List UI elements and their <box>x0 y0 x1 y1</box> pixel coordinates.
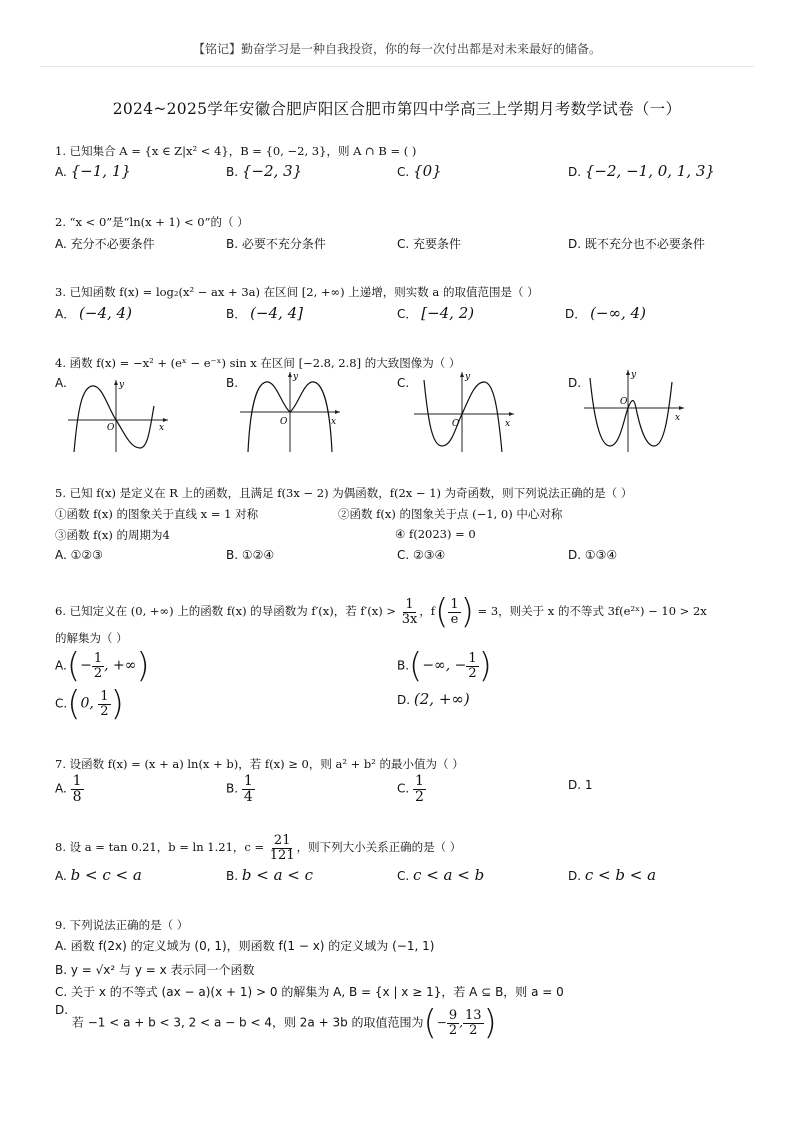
y-axis-arrow <box>114 380 118 385</box>
q3-option-a[interactable] <box>55 304 132 322</box>
q7-c-den: 2 <box>415 788 424 805</box>
q8-a-text: b < c < a <box>70 866 142 884</box>
y-label: y <box>631 370 637 380</box>
q8-c-frac <box>268 834 297 862</box>
q6-stem <box>55 592 707 632</box>
q3-a-text: (−4, 4) <box>79 304 132 322</box>
q4-option-d-label[interactable]: D. <box>568 376 582 390</box>
q6-a-label: A. <box>55 658 67 673</box>
q4-stem: 4. 函数 f(x) = −x² + (eˣ − e⁻ˣ) sin x 在区间 [−2.8, 2.8] 的大致图像为（ ） <box>55 356 461 370</box>
q8-stem-post: ，则下列大小关系正确的是（ ） <box>296 840 462 855</box>
q6-f1-num: 1 <box>405 596 414 612</box>
q8-d-label: D. <box>568 869 582 883</box>
x-axis-arrow <box>509 412 514 416</box>
q8-a-label: A. <box>55 869 67 883</box>
q6-a-num: 1 <box>93 650 103 666</box>
q9-option-c[interactable]: C. 关于 x 的不等式 (ax − a)(x + 1) > 0 的解集为 A, B = {x | x ≥ 1}，若 A ⊆ B，则 a = 0 <box>55 985 564 999</box>
x-label: x <box>159 423 165 433</box>
q1-d-label: D. <box>568 165 582 179</box>
q8-option-d[interactable] <box>568 866 656 884</box>
q7-option-b[interactable] <box>226 774 255 804</box>
q7-a-num: 1 <box>72 773 82 789</box>
q4-graph-b[interactable] <box>240 370 344 454</box>
origin-label: O <box>620 397 628 407</box>
curve <box>74 386 154 452</box>
origin-label: O <box>107 423 115 433</box>
y-label: y <box>119 380 125 390</box>
q9-d-comma: , <box>459 1015 463 1030</box>
q5-statement-4: ④ f(2023) = 0 <box>395 527 476 541</box>
y-label: y <box>465 372 471 382</box>
q3-c-text: [−4, 2) <box>421 304 475 322</box>
q6-paren: ) <box>460 592 474 632</box>
q6-c-frac <box>98 690 110 718</box>
q6-d-label: D. <box>397 693 411 707</box>
q5-option-b[interactable]: B. ①②④ <box>226 548 275 562</box>
q1-c-label: C. <box>397 165 410 179</box>
q2-stem: 2. “x < 0”是“ln(x + 1) < 0”的（ ） <box>55 215 249 229</box>
q8-c-num: 21 <box>273 833 291 848</box>
q1-option-c[interactable] <box>397 162 442 180</box>
q1-option-b[interactable] <box>226 162 302 180</box>
q2-option-c[interactable]: C. 充要条件 <box>397 237 462 251</box>
curve <box>590 378 672 446</box>
q7-a-den: 8 <box>72 788 82 805</box>
q6-a-den: 2 <box>93 665 103 681</box>
q4-option-b-label[interactable]: B. <box>226 376 239 390</box>
q6-b-frac <box>466 652 478 680</box>
q6-paren: ( <box>435 592 449 632</box>
q6-frac-1-e <box>448 598 460 626</box>
x-axis-arrow <box>679 406 684 410</box>
q6-c-num: 1 <box>100 688 109 704</box>
q8-stem-pre: 8. 设 a = tan 0.21，b = ln 1.21，c = <box>55 840 265 855</box>
q7-b-label: B. <box>226 781 239 796</box>
x-axis-arrow <box>163 418 168 422</box>
q1-d-text: {−2, −1, 0, 1, 3} <box>584 162 715 180</box>
q8-c-label: C. <box>397 869 410 883</box>
q6-c-label: C. <box>55 696 68 711</box>
q9-d-label: D. <box>55 1003 69 1017</box>
y-axis-arrow <box>460 372 464 377</box>
q6-a-frac <box>92 652 104 680</box>
y-label: y <box>293 372 299 382</box>
q6-a-post: , +∞ <box>104 657 137 674</box>
q6-c-paren: ( <box>67 684 81 724</box>
q6-b-pre: −∞, − <box>422 657 467 674</box>
q9-d-den1: 2 <box>448 1022 458 1038</box>
q1-a-text: {−1, 1} <box>70 162 131 180</box>
q6-a-paren: ( <box>66 646 81 686</box>
q5-stem: 5. 已知 f(x) 是定义在 R 上的函数，且满足 f(3x − 2) 为偶函数，f(2x − 1) 为奇函数，则下列说法正确的是（ ） <box>55 486 633 500</box>
q9-option-a[interactable]: A. 函数 f(2x) 的定义域为 (0, 1)，则函数 f(1 − x) 的定义域为 (−1, 1) <box>55 939 435 953</box>
q5-option-c[interactable]: C. ②③④ <box>397 548 446 562</box>
q6-f2-den: e <box>450 611 459 627</box>
q9-d-den2: 2 <box>469 1022 478 1038</box>
q4-option-a-label[interactable]: A. <box>55 376 67 390</box>
q6-stem-pre: 6. 已知定义在 (0, +∞) 上的函数 f(x) 的导函数为 f′(x)，若 f′(x) > <box>55 604 397 618</box>
q6-f2-num: 1 <box>450 596 459 612</box>
q7-stem: 7. 设函数 f(x) = (x + a) ln(x + b)，若 f(x) ≥ 0，则 a² + b² 的最小值为（ ） <box>55 757 464 771</box>
q1-option-a[interactable] <box>55 162 131 180</box>
q6-frac-1-3x <box>400 598 420 626</box>
q8-d-text: c < b < a <box>584 866 657 884</box>
q6-c-den: 2 <box>100 703 109 719</box>
q7-b-num: 1 <box>243 773 253 789</box>
q6-d-text: (2, +∞) <box>413 690 470 708</box>
q5-option-d[interactable]: D. ①③④ <box>568 548 618 562</box>
q6-c-paren: ) <box>110 684 124 724</box>
q9-stem: 9. 下列说法正确的是（ ） <box>55 918 189 932</box>
q5-statement-3: ③函数 f(x) 的周期为4 <box>55 528 170 542</box>
q9-d-minus: − <box>436 1015 447 1030</box>
q7-option-d[interactable]: D. 1 <box>568 778 593 792</box>
q6-option-b[interactable] <box>397 646 492 686</box>
curve <box>424 380 502 452</box>
q9-d-num1: 9 <box>448 1007 458 1023</box>
q8-c-text: c < a < b <box>413 866 485 884</box>
q6-b-num: 1 <box>468 650 477 666</box>
q5-statement-1: ①函数 f(x) 的图象关于直线 x = 1 对称 <box>55 507 259 521</box>
q3-d-text: (−∞, 4) <box>590 304 646 322</box>
x-label: x <box>675 413 681 423</box>
q6-b-paren: ) <box>478 646 492 686</box>
x-label: x <box>505 419 511 429</box>
q9-d-frac2 <box>463 1009 484 1037</box>
q9-d-paren: ) <box>483 1003 497 1043</box>
divider <box>40 66 754 67</box>
q1-c-text: {0} <box>413 162 442 180</box>
q7-c-label: C. <box>397 781 410 796</box>
motto: 【铭记】勤奋学习是一种自我投资，你的每一次付出都是对未来最好的储备。 <box>192 42 601 56</box>
q8-c-den: 121 <box>269 847 295 863</box>
q4-graph-a[interactable] <box>68 378 172 454</box>
q7-b-frac <box>242 774 255 804</box>
q6-b-paren: ( <box>409 646 423 686</box>
q2-option-b[interactable]: B. 必要不充分条件 <box>226 237 326 251</box>
origin-label: O <box>280 417 288 427</box>
q9-d-num2: 13 <box>464 1007 482 1023</box>
q8-stem <box>55 834 461 862</box>
q1-a-label: A. <box>55 165 67 179</box>
q8-option-a[interactable] <box>55 866 142 884</box>
q4-graph-d[interactable] <box>584 368 688 454</box>
q9-option-b[interactable]: B. y = √x² 与 y = x 表示同一个函数 <box>55 963 255 977</box>
q7-a-label: A. <box>55 781 67 796</box>
q4-graph-c[interactable] <box>414 370 518 454</box>
q6-option-d[interactable] <box>397 690 470 708</box>
q6-option-a[interactable] <box>55 646 150 686</box>
q8-b-text: b < a < c <box>241 866 314 884</box>
q6-stem-line2: 的解集为（ ） <box>55 631 128 645</box>
q3-option-d[interactable] <box>565 304 646 322</box>
q7-option-c[interactable] <box>397 774 426 804</box>
q6-b-den: 2 <box>468 665 477 681</box>
q9-d-paren: ( <box>423 1003 437 1043</box>
q3-option-b[interactable] <box>226 304 303 322</box>
q3-stem: 3. 已知函数 f(x) = log₂(x² − ax + 3a) 在区间 [2, +∞) 上递增，则实数 a 的取值范围是（ ） <box>55 285 539 299</box>
q8-b-label: B. <box>226 869 239 883</box>
q1-option-d[interactable] <box>568 162 715 180</box>
q7-b-den: 4 <box>243 788 253 805</box>
q1-b-label: B. <box>226 165 239 179</box>
q6-option-c[interactable] <box>55 684 124 724</box>
q1-b-text: {−2, 3} <box>241 162 303 180</box>
q6-stem-mid: ，f <box>419 604 436 618</box>
q7-a-frac <box>71 774 84 804</box>
q6-a-paren: ) <box>136 646 150 686</box>
q3-option-c[interactable] <box>397 304 474 322</box>
q8-option-c[interactable] <box>397 866 484 884</box>
q3-b-label: B． <box>226 307 247 321</box>
q6-a-pre: − <box>80 657 92 674</box>
q6-stem-post: = 3，则关于 x 的不等式 3f(e²ˣ) − 10 > 2x <box>477 604 707 618</box>
q6-b-label: B. <box>397 658 410 673</box>
q9-option-d[interactable] <box>55 1003 497 1043</box>
x-axis-arrow <box>335 410 340 414</box>
q6-f1-den: 3x <box>401 611 418 627</box>
q9-d-text: 若 −1 < a + b < 3, 2 < a − b < 4，则 2a + 3b 的取值范围为 <box>71 1015 424 1030</box>
q3-b-text: (−4, 4] <box>250 304 303 322</box>
page-title: 2024~2025学年安徽合肥庐阳区合肥市第四中学高三上学期月考数学试卷（一） <box>112 100 682 118</box>
q8-option-b[interactable] <box>226 866 313 884</box>
q3-d-label: D． <box>565 307 587 321</box>
q5-option-a[interactable]: A. ①②③ <box>55 548 103 562</box>
q7-option-a[interactable] <box>55 774 84 804</box>
q2-option-d[interactable]: D. 既不充分也不必要条件 <box>568 237 705 251</box>
q9-d-frac1 <box>447 1009 459 1037</box>
q4-option-c-label[interactable]: C. <box>397 376 410 390</box>
x-label: x <box>331 417 337 427</box>
origin-label: O <box>452 419 460 429</box>
q3-c-label: C． <box>397 307 418 321</box>
q2-option-a[interactable]: A. 充分不必要条件 <box>55 237 155 251</box>
q5-statement-2: ②函数 f(x) 的图象关于点 (−1, 0) 中心对称 <box>338 507 563 521</box>
y-axis-arrow <box>288 372 292 377</box>
y-axis-arrow <box>626 370 630 375</box>
q1-stem: 1. 已知集合 A = {x ∈ Z|x² < 4}，B = {0, −2, 3}，则 A ∩ B = ( ) <box>55 144 417 158</box>
q6-c-pre: 0, <box>80 695 99 712</box>
q7-c-frac <box>413 774 426 804</box>
q3-a-label: A． <box>55 307 76 321</box>
q7-c-num: 1 <box>415 773 424 789</box>
